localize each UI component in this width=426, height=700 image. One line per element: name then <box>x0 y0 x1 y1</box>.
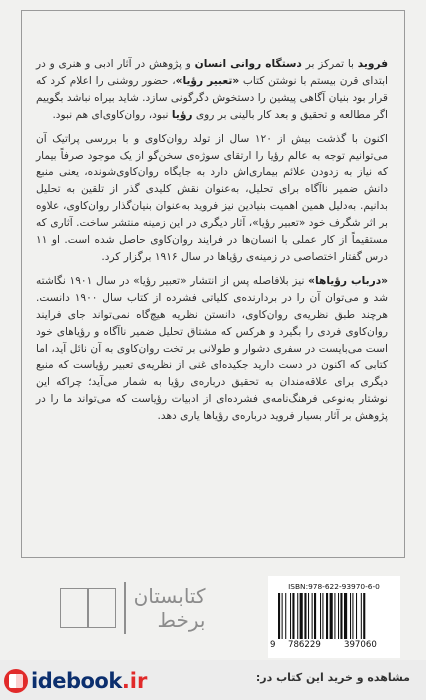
publisher-name-line1: کتابستان <box>133 584 206 608</box>
isbn-text: ISBN:978-622-93970-6-0 <box>288 582 380 591</box>
barcode-bar-18 <box>344 593 347 639</box>
barcode-bar-22 <box>361 593 362 639</box>
barcode-bar-0 <box>278 593 280 639</box>
p1-run-5: ، حضور روشنی را اعلام کرد که قرار بود بنیان آگاهی پیشین را دستخوش دگرگونی سازد. شاید بیراه نباشد بگوییم اگر مطالعه و تحقیق و بعد کار بالینی بر روی <box>36 74 388 121</box>
barcode-bar-11 <box>320 593 321 639</box>
barcode-bar-1 <box>282 593 283 639</box>
barcode-bar-17 <box>340 593 342 639</box>
barcode-bar-9 <box>312 593 313 639</box>
barcode-bar-12 <box>322 593 323 639</box>
paragraph-3 <box>36 273 388 425</box>
p3-run-1: نیز بلافاصله پس از انتشار «تعبیر رؤیا» در سال ۱۹۰۱ نگاشته شد و می‌توان آن را در بردارنده‌ی کلیاتی فشرده از کتاب سال ۱۹۰۰ دانست. هرچند طبق نظریه‌ی روان‌کاوی، دانستن نظریه هیچ‌گاه نمی‌تواند جای فرایند روان‌کاوی فردی را بگیرد و هرکس که مشتاق تحلیل ضمیر ناآگاه و رؤیاهای خود است می‌بایست در سفری دشوار و طولانی بر تخت روان‌کاوی به آن نائل آید، اما کتابی که اکنون در دست دارید جکیده‌ای غنی از نظریه‌ی تعبیر رؤیاست که منبع دیگری برای علاقه‌مندان به تحقیق درباره‌ی رؤیا به شمار می‌آید؛ چراکه این نوشتار به‌نوعی فرهنگ‌نامه‌ی فشرده‌ای از ادبیات رؤیاست که می‌تواند ما را در پژوهش بر آثار بسیار فروید درباره‌ی رؤیاها یاری دهد. <box>36 274 388 423</box>
barcode-bar-4 <box>292 593 294 639</box>
barcode-bar-20 <box>352 593 353 639</box>
barcode <box>268 576 400 658</box>
site-tld: .ir <box>121 669 148 693</box>
barcode-bar-15 <box>334 593 335 639</box>
publisher-logo <box>60 580 250 636</box>
barcode-bar-16 <box>338 593 339 639</box>
store-footer <box>0 660 426 700</box>
publisher-name <box>134 584 206 632</box>
barcode-bar-3 <box>290 593 291 639</box>
barcode-first-digit: 9 <box>270 640 276 650</box>
barcode-bar-6 <box>300 593 303 639</box>
buy-label: مشاهده و خرید این کتاب در: <box>255 671 410 684</box>
p3-run-0: «درباب رؤیاها» <box>308 274 389 287</box>
logo-divider <box>124 582 126 634</box>
p1-run-2: دستگاه روانی انسان <box>194 58 302 70</box>
p1-run-4: «تعبیر رؤیا» <box>175 74 240 87</box>
p1-run-3: و پژوهش در آثار ادبی و هنری و در ابتدای قرن بیستم با نوشتن کتاب <box>36 58 388 87</box>
paragraph-2: اکنون با گذشت بیش از ۱۲۰ سال از تولد روان‌کاوی و با بررسی پراتیک آن می‌توانیم توجه به عالم رؤیا را ارتقای سوژه‌ی سخن‌گو از یک موجود صرفاً بیمار که نیاز به زدودن علائم بیماری‌اش دارد به جایگاه روان‌کاوی‌شونده، یعنی منبع دانش ضمیر ناآگاه برای تحلیل، به‌عنوان نقش کلیدی گذر از تلقین به تحلیل بدانیم. به‌دلیل همین اهمیت بنیادین نیز فروید به‌عنوان بنیان‌گذار روان‌کاوی، علاوه بر اثر شگرف خود «تعبیر رؤیا»، آثار دیگری در این زمینه منتشر ساخت. آثاری که مستقیماً از کار عملی با انسان‌ها در فرایند روان‌کاوی حاصل شده است. او ۱۱ درس گفتار اختصاصی در زمینه‌ی رؤیاها در سال ۱۹۱۶ برگزار کرد. <box>36 132 388 263</box>
barcode-bars <box>278 593 392 639</box>
site-name: idebook <box>31 669 122 693</box>
barcode-bar-2 <box>285 593 286 639</box>
idebook-link[interactable] <box>4 666 147 696</box>
barcode-bar-14 <box>330 593 333 639</box>
barcode-bar-21 <box>356 593 357 639</box>
barcode-group-1: 786229 <box>288 640 321 650</box>
barcode-bar-8 <box>308 593 309 639</box>
barcode-bar-10 <box>314 593 316 639</box>
barcode-bar-19 <box>350 593 351 639</box>
barcode-bar-7 <box>304 593 306 639</box>
open-book-icon <box>60 588 116 628</box>
publisher-name-line2: برخط <box>157 608 206 632</box>
barcode-bar-5 <box>297 593 298 639</box>
paragraph-1 <box>36 56 388 124</box>
blurb-text <box>36 56 388 432</box>
p1-run-1: با تمرکز بر <box>301 58 358 70</box>
book-icon <box>4 669 28 693</box>
barcode-bar-23 <box>363 593 365 639</box>
barcode-bar-13 <box>326 593 328 639</box>
barcode-group-2: 397060 <box>344 640 377 650</box>
p1-run-7: نبود، روان‌کاوی‌ای هم نبود. <box>52 108 172 121</box>
p1-run-0: فروید <box>357 58 389 70</box>
p1-run-6: رؤیا <box>171 108 193 121</box>
